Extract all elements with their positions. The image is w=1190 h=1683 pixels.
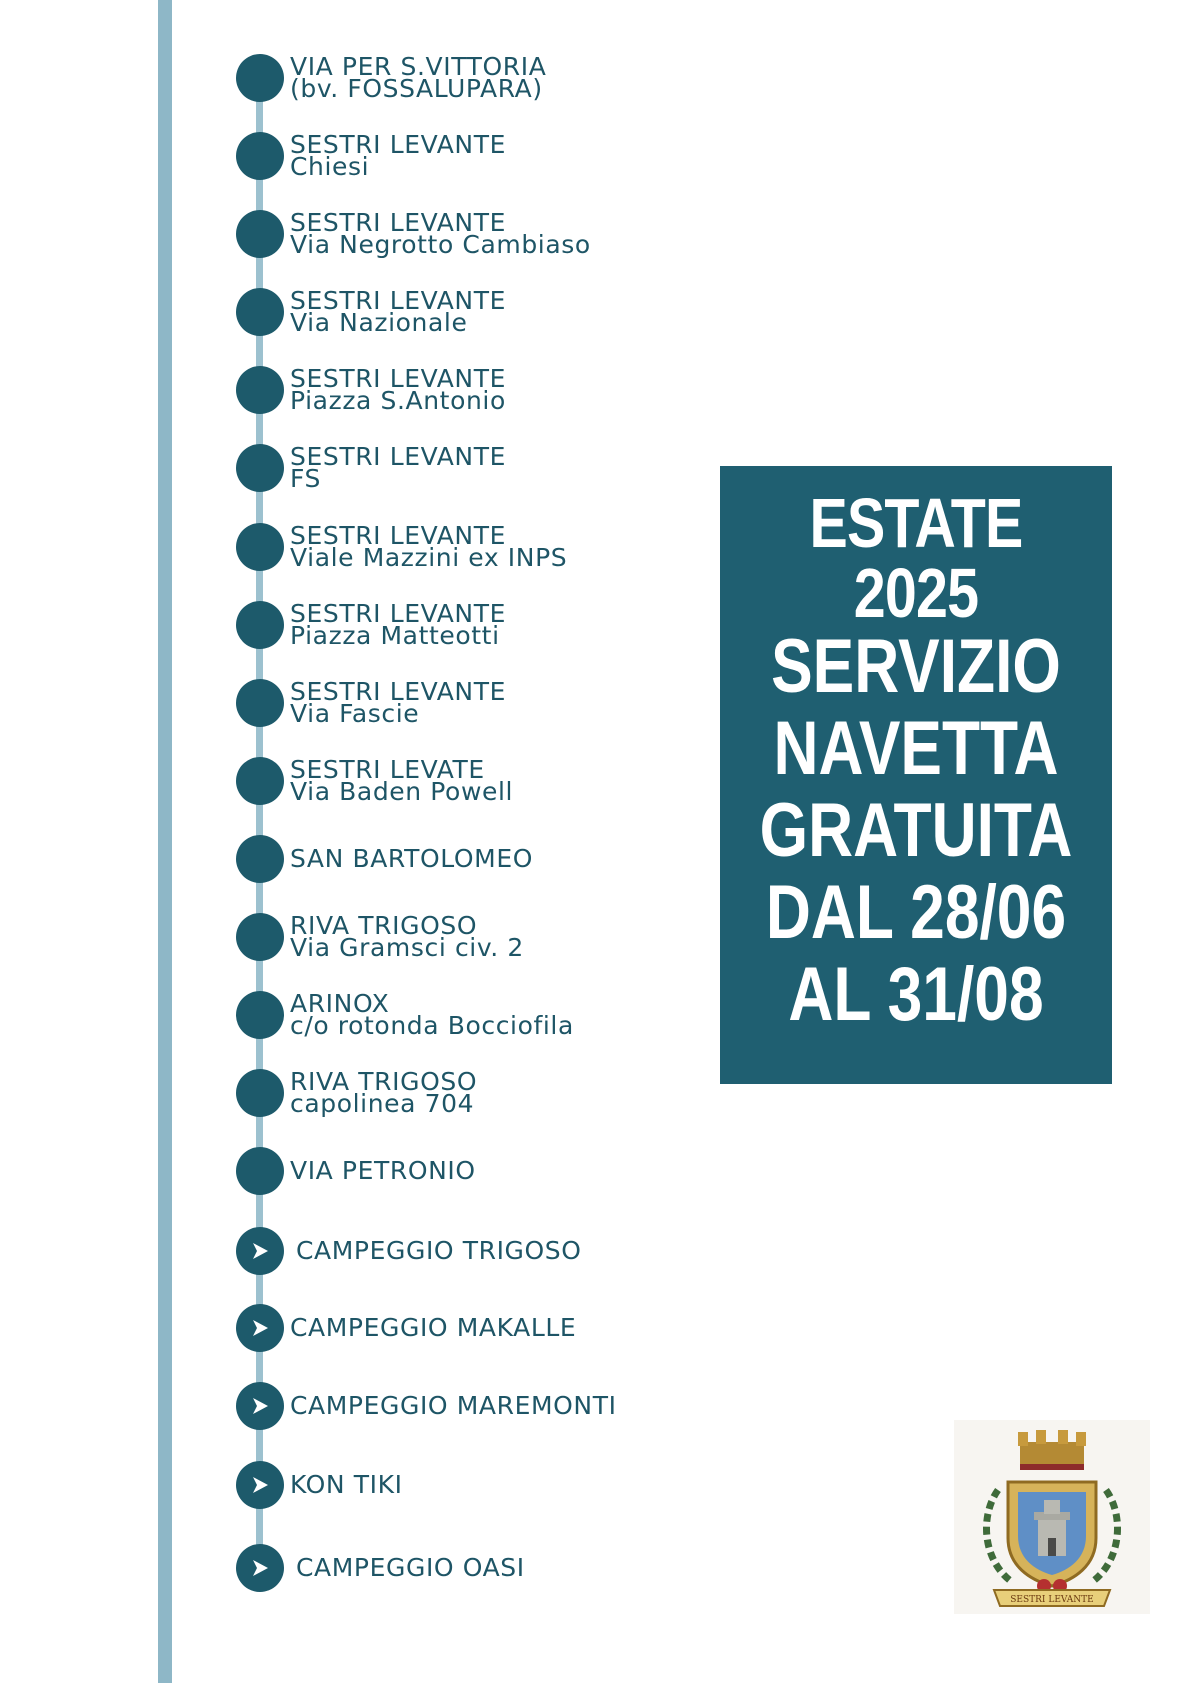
arrow-right-icon — [236, 1227, 284, 1275]
stop-name: SESTRI LEVANTE — [290, 286, 506, 315]
banner-line: SERVIZIO — [771, 624, 1061, 709]
banner-line: GRATUITA — [759, 788, 1073, 873]
stop-dot-icon — [236, 366, 284, 414]
stop-dot-icon — [236, 132, 284, 180]
stop-label — [290, 521, 568, 572]
stop-detail: (bv. FOSSALUPARA) — [290, 74, 543, 103]
stop-name: SAN BARTOLOMEO — [290, 844, 533, 873]
stop-dot-icon — [236, 913, 284, 961]
banner-line: NAVETTA — [773, 706, 1059, 791]
stop-item — [236, 595, 506, 655]
stop-detail: Via Baden Powell — [290, 777, 514, 806]
stop-detail: FS — [290, 464, 322, 493]
stop-item — [236, 985, 574, 1045]
stop-item — [236, 751, 513, 811]
stop-name: SESTRI LEVANTE — [290, 677, 506, 706]
banner-body — [755, 626, 1076, 1036]
stop-dot-icon — [236, 1069, 284, 1117]
stop-label — [290, 989, 574, 1040]
banner-title: ESTATE 2025 — [809, 484, 1023, 632]
stop-detail: Chiesi — [290, 152, 370, 181]
stop-name: VIA PETRONIO — [290, 1156, 476, 1185]
stop-detail: Via Gramsci civ. 2 — [290, 933, 524, 962]
stop-name: SESTRI LEVANTE — [290, 521, 506, 550]
stop-dot-icon — [236, 679, 284, 727]
stop-label — [290, 52, 547, 103]
stop-detail: c/o rotonda Bocciofila — [290, 1011, 574, 1040]
stop-dot-icon — [236, 444, 284, 492]
stop-detail: Viale Mazzini ex INPS — [290, 543, 568, 572]
stop-label — [290, 844, 533, 873]
arrow-right-icon — [236, 1544, 284, 1592]
stop-item — [236, 282, 506, 342]
arrow-right-icon — [236, 1461, 284, 1509]
stop-dot-icon — [236, 835, 284, 883]
left-rail — [158, 0, 172, 1683]
crest-motto: SESTRI LEVANTE — [1010, 1595, 1094, 1605]
terminal-item — [236, 1376, 617, 1436]
stop-item — [236, 126, 506, 186]
stop-item — [236, 360, 506, 420]
coat-of-arms-logo — [954, 1420, 1150, 1614]
stop-label — [290, 286, 506, 337]
stop-label — [290, 755, 514, 806]
stop-item — [236, 829, 533, 889]
terminal-item — [236, 1221, 582, 1281]
stop-name: ARINOX — [290, 989, 390, 1018]
arrow-right-icon — [236, 1382, 284, 1430]
stop-name: SESTRI LEVANTE — [290, 442, 506, 471]
stop-detail: Piazza S.Antonio — [290, 386, 506, 415]
stop-label — [290, 130, 506, 181]
stop-detail: capolinea 704 — [290, 1089, 475, 1118]
stop-item — [236, 673, 506, 733]
banner-line: DAL 28/06 — [765, 870, 1067, 955]
stop-name: SESTRI LEVATE — [290, 755, 485, 784]
stop-name: RIVA TRIGOSO — [290, 911, 478, 940]
stop-name: RIVA TRIGOSO — [290, 1067, 478, 1096]
stop-dot-icon — [236, 210, 284, 258]
terminal-item — [236, 1298, 576, 1358]
stop-dot-icon — [236, 288, 284, 336]
stop-label — [290, 1067, 478, 1118]
stop-item — [236, 438, 506, 498]
stop-item — [236, 1063, 477, 1123]
stop-name: SESTRI LEVANTE — [290, 208, 506, 237]
terminal-label: KON TIKI — [290, 1470, 403, 1499]
stop-item — [236, 1141, 476, 1201]
stop-label — [290, 599, 506, 650]
stop-dot-icon — [236, 757, 284, 805]
stop-label — [290, 911, 524, 962]
stop-detail: Via Negrotto Cambiaso — [290, 230, 591, 259]
terminal-label: CAMPEGGIO TRIGOSO — [296, 1236, 582, 1265]
stop-label — [290, 1156, 476, 1185]
stop-detail: Via Nazionale — [290, 308, 468, 337]
arrow-right-icon — [236, 1304, 284, 1352]
terminal-item — [236, 1455, 403, 1515]
stop-detail: Piazza Matteotti — [290, 621, 500, 650]
terminal-label: CAMPEGGIO MAREMONTI — [290, 1391, 617, 1420]
stop-dot-icon — [236, 1147, 284, 1195]
stop-dot-icon — [236, 601, 284, 649]
stop-dot-icon — [236, 991, 284, 1039]
banner-line: AL 31/08 — [788, 952, 1044, 1037]
stop-item — [236, 517, 567, 577]
stop-detail: Via Fascie — [290, 699, 420, 728]
stop-name: VIA PER S.VITTORIA — [290, 52, 547, 81]
stop-item — [236, 204, 591, 264]
stop-dot-icon — [236, 523, 284, 571]
stop-item — [236, 48, 546, 108]
terminal-item — [236, 1538, 525, 1598]
stop-dot-icon — [236, 54, 284, 102]
terminal-label: CAMPEGGIO MAKALLE — [290, 1313, 577, 1342]
stop-label — [290, 208, 591, 259]
stop-label — [290, 364, 506, 415]
stop-item — [236, 907, 524, 967]
stop-name: SESTRI LEVANTE — [290, 599, 506, 628]
info-banner — [720, 466, 1112, 1084]
stop-label — [290, 677, 506, 728]
stop-name: SESTRI LEVANTE — [290, 130, 506, 159]
terminal-label: CAMPEGGIO OASI — [296, 1553, 525, 1582]
stop-name: SESTRI LEVANTE — [290, 364, 506, 393]
stop-label — [290, 442, 506, 493]
